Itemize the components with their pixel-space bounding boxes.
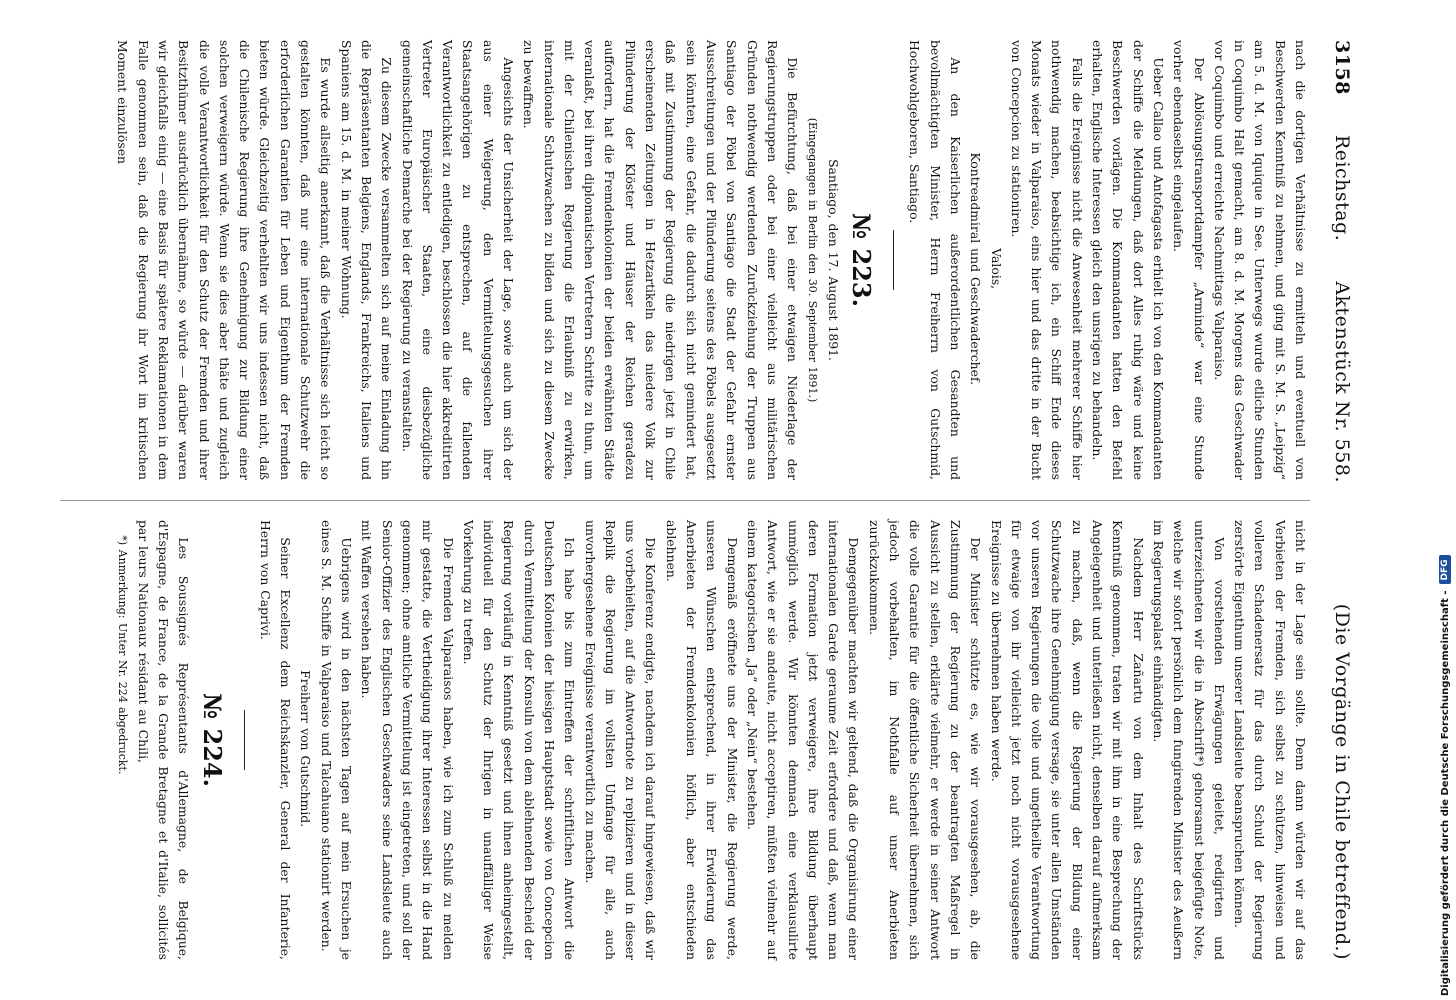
- paragraph: Ich habe bis zum Eintreffen der schriftlichen Antwort die Deutschen Kolonien der hiesigen Hauptstadt sowie von Concepcion durch Vermittelung der Konsuln von dem ablehnenden Bescheid der Regierung vorläufig in Kenntniß gesetzt und ihnen anheimgestellt, individuell für den Schutz der Ihrigen in unauffälliger Weise Vorkehrung zu treffen.: [460, 520, 578, 960]
- page-header: [1322, 40, 1362, 960]
- right-column: [112, 520, 1310, 960]
- paragraph: Demgemäß eröffnete uns der Minister, die Regierung werde, unseren Wünschen entsprechend, in ihrer Erwiderung das Anerbieten der Fremdenkolonien höflich, aber entschieden ablehnen.: [663, 520, 740, 960]
- paragraph: Angesichts der Unsicherheit der Lage, sowie auch um sich der aus einer Weigerung, den Vermittelungsgesuchen ihrer Staatsangehörigen zu entsprechen, auf die fallenden Verantwortlichkeit zu entledigen, beschlossen die hier akkreditirten Vertreter Europäischer Staaten, eine diesbezügliche gemeinschaftliche Demarche bei der Regierung zu veranstalten.: [399, 40, 517, 480]
- topic-title: (Die Vorgänge in Chile betreffend.): [1331, 603, 1353, 960]
- paragraph: nicht in der Lage sein sollte. Denn dann würden wir auf das Verbieten der Fremden, sich selbst zu schützen, hinweisen und volleren Schadenersatz für das durch Schuld der Regierung zerstörte Eigenthum unserer Landsleute beanspruchen können.: [1232, 520, 1308, 960]
- column-divider: [60, 500, 1310, 501]
- separator: [893, 230, 894, 290]
- document-number: № 224.: [197, 693, 227, 787]
- footnote: *) Anmerkung: Unter Nr. 224 abgedruckt.: [116, 535, 130, 775]
- paragraph: Zu diesem Zwecke versammelten sich auf meine Einladung hin die Repräsentanten Belgiens, Englands, Frankreichs, Italiens und Spaniens am 15. d. M. in meiner Wohnung.: [338, 40, 395, 480]
- document-number: № 223.: [847, 213, 877, 307]
- paragraph: Der Ablösungstransportdampfer „Arminde“ war eine Stunde vorher ebendaselbst eingelaufen.: [1171, 40, 1207, 480]
- digitization-credit: Digitalisierung gefördert durch die Deutsche Forschungsgemeinschaft -: [1439, 590, 1451, 996]
- paragraph: Nachdem Herr Zañartu von dem Inhalt des Schriftstücks Kenntniß genommen, traten wir mit ihm in eine Besprechung der Angelegenheit und unterließen nicht, denselben darauf aufmerksam zu machen, daß, wenn die Regierung der Bildung einer Schutzwache ihre Genehmigung versage, sie unter allen Umständen vor unseren Regierungen die volle und ungetheilte Verantwortung für etwaige von ihr vielleicht jetzt noch nicht vorausgesehene Ereignisse zu übernehmen haben werde.: [988, 520, 1146, 960]
- paragraph: Falls die Ereignisse nicht die Anwesenheit mehrerer Schiffe hier nothwendig machen, beabsichtige ich, ein Schiff Ende dieses Monats wieder in Valparaiso, eins hier und das dritte in der Bucht von Concepcion zu stationiren.: [1008, 40, 1085, 480]
- address-block: Seiner Excellenz dem Reichskanzler, General der Infanterie, Herrn von Caprivi.: [257, 520, 294, 960]
- signature-name: Freiherr von Gutschmid.: [298, 670, 314, 828]
- document-reference: Aktenstück Nr. 558.: [1331, 281, 1353, 483]
- digitization-credit-bar: [1408, 0, 1451, 1000]
- paragraph: Von vorstehenden Erwägungen geleitet, redigirten und unterzeichneten wir die in Abschrift*) gehorsamst beigefügte Note, welche wir sofort persönlich dem fungirenden Minister des Aeußern im Regierungspalast einhändigten.: [1150, 520, 1227, 960]
- paragraph: Demgegenüber machten wir geltend, daß die Organisirung einer internationalen Garde geraume Zeit erfordere und daß, wenn man deren Formation jetzt verweigere, ihre Bildung überhaupt unmöglich werde. Wir könnten demnach eine verklausulirte Antwort, wie er sie andeute, nicht acceptiren, müßten vielmehr auf einem kategorischen „Ja“ oder „Nein“ bestehen.: [744, 520, 862, 960]
- paragraph: Die Befürchtung, daß bei einer etwaigen Niederlage der Regierungstruppen oder bei einer vielleicht aus militärischen Gründen nothwendig werdenden Zurückziehung der Truppen aus Santiago der Pöbel von Santiago die Stadt der Gefahr ernster Ausschreitungen und der Plünderung seitens des Pöbels ausgesetzt sein könnten, eine Gefahr, die dadurch sich nicht gemindert hat, daß mit Zustimmung der Regierung die niedrigen jetzt in Chile erscheinenden Zeitungen in Hetzartikeln das niedere Volk zur Plünderung der Klöster und Häuser der Reichen geradezu auffordern, hat die Fremdenkolonien der beiden erwähnten Städte veranlaßt, bei ihren diplomatischen Vertretern Schritte zu thun, um mit der Chilenischen Regierung die Erlaubniß zu erwirken, internationale Schutzwachen zu bilden und sich zu diesem Zwecke zu bewaffnen.: [521, 40, 801, 480]
- dfg-logo: DFG: [1439, 555, 1451, 584]
- paragraph: nach die dortigen Verhältnisse zu ermitteln und eventuell von Beschwerden Kenntniß zu nehmen, und ging mit S. M. S. „Leipzig“ am 5. d. M. von Iquique in See. Unterwegs wurde etliche Stunden in Coquimbo Halt gemacht, am 8. d. M. Morgens das Geschwader vor Coquimbo und erreichte Nachmittags Valparaiso.: [1211, 40, 1308, 480]
- paragraph: Die Konferenz endigte, nachdem ich darauf hingewiesen, daß wir uns vorbehielten, auf die Antwortnote zu replizieren und in dieser Replik die Regierung im vollsten Umfange für alle, auch unvorhergesehene Ereignisse verantwortlich zu machen.: [582, 520, 659, 960]
- dateline: Santiago, den 17. August 1891.: [825, 159, 841, 361]
- paragraph: Ueber Callao und Antofagasta erhielt ich von den Kommandanten der Schiffe die Meldungen, daß dort Alles ruhig wäre und keine Beschwerden vorlägen. Die Kommandanten hatten den Befehl erhalten, Englische Interessen gleich den unsrigen zu behandeln.: [1090, 40, 1166, 480]
- separator: [244, 710, 245, 770]
- paragraph: Die Fremden Valparaisos haben, wie ich zum Schluß zu melden mir gestatte, die Vertheidigung ihrer Interessen selbst in die Hand genommen; ohne amtliche Vermittelung ist eingetreten, und soll der Senior-Offizier des Englischen Geschwaders seine Landsleute auch mit Waffen versehen haben.: [359, 520, 456, 960]
- french-paragraph: Les Soussignés Représentants d'Allemagne, de Belgique, d'Espagne, de France, de la Grande Bretagne et d'Italie, sollicités par leurs Nationaux résidant au Chili,: [135, 520, 192, 960]
- address-block: An den Kaiserlichen außerordentlichen Gesandten und bevollmächtigten Minister, Herrn Freiherrn von Gutschmid, Hochwohlgeboren, Santiago.: [907, 40, 963, 480]
- paragraph: Es wurde allseitig anerkannt, daß die Verhältnisse sich leicht so gestalten könnten, daß nur eine internationale Schutzwehr die erforderlichen Garantien für Leben und Eigenthum der Fremden bieten würde. Gleichzeitig verhehlten wir uns indessen nicht, daß die Chilenische Regierung ihre Genehmigung zur Bildung einer solchen verweigern würde. Wenn sie dies aber thäte und zugleich die volle Verantwortlichkeit für den Schutz der Fremden und ihrer Besitzthümer ausdrücklich übernähme, so würde — darüber waren wir gleichfalls einig — eine Basis für spätere Reklamationen in dem Falle genommen sein, daß die Regierung ihr Wort im kritischen Moment einzulösen: [115, 40, 334, 480]
- section-title: Reichstag.: [1331, 134, 1353, 242]
- paragraph: Uebrigens wird in den nächsten Tagen auf mein Ersuchen je eines S. M. Schiffe in Valparaiso und Talcahuano stationirt werden.: [318, 520, 355, 960]
- page-number: 3158: [1331, 40, 1353, 95]
- signature-title: Kontreadmiral und Geschwaderchef.: [968, 152, 984, 386]
- received-note: (Eingegangen in Berlin den 30. September 1891.): [806, 117, 820, 403]
- signature-name: Valois,: [988, 248, 1004, 290]
- paragraph: Der Minister schützte es, wie wir vorausgesehen, ab, die Zustimmung der Regierung zu der beantragten Maßregel in Aussicht zu stellen, erklärte vielmehr, er werde in seiner Antwort die volle Garantie für die öffentliche Sicherheit übernehmen, sich jedoch vorbehalten, im Nothfalle auf unser Anerbieten zurückzukommen.: [866, 520, 984, 960]
- left-column: [112, 40, 1310, 480]
